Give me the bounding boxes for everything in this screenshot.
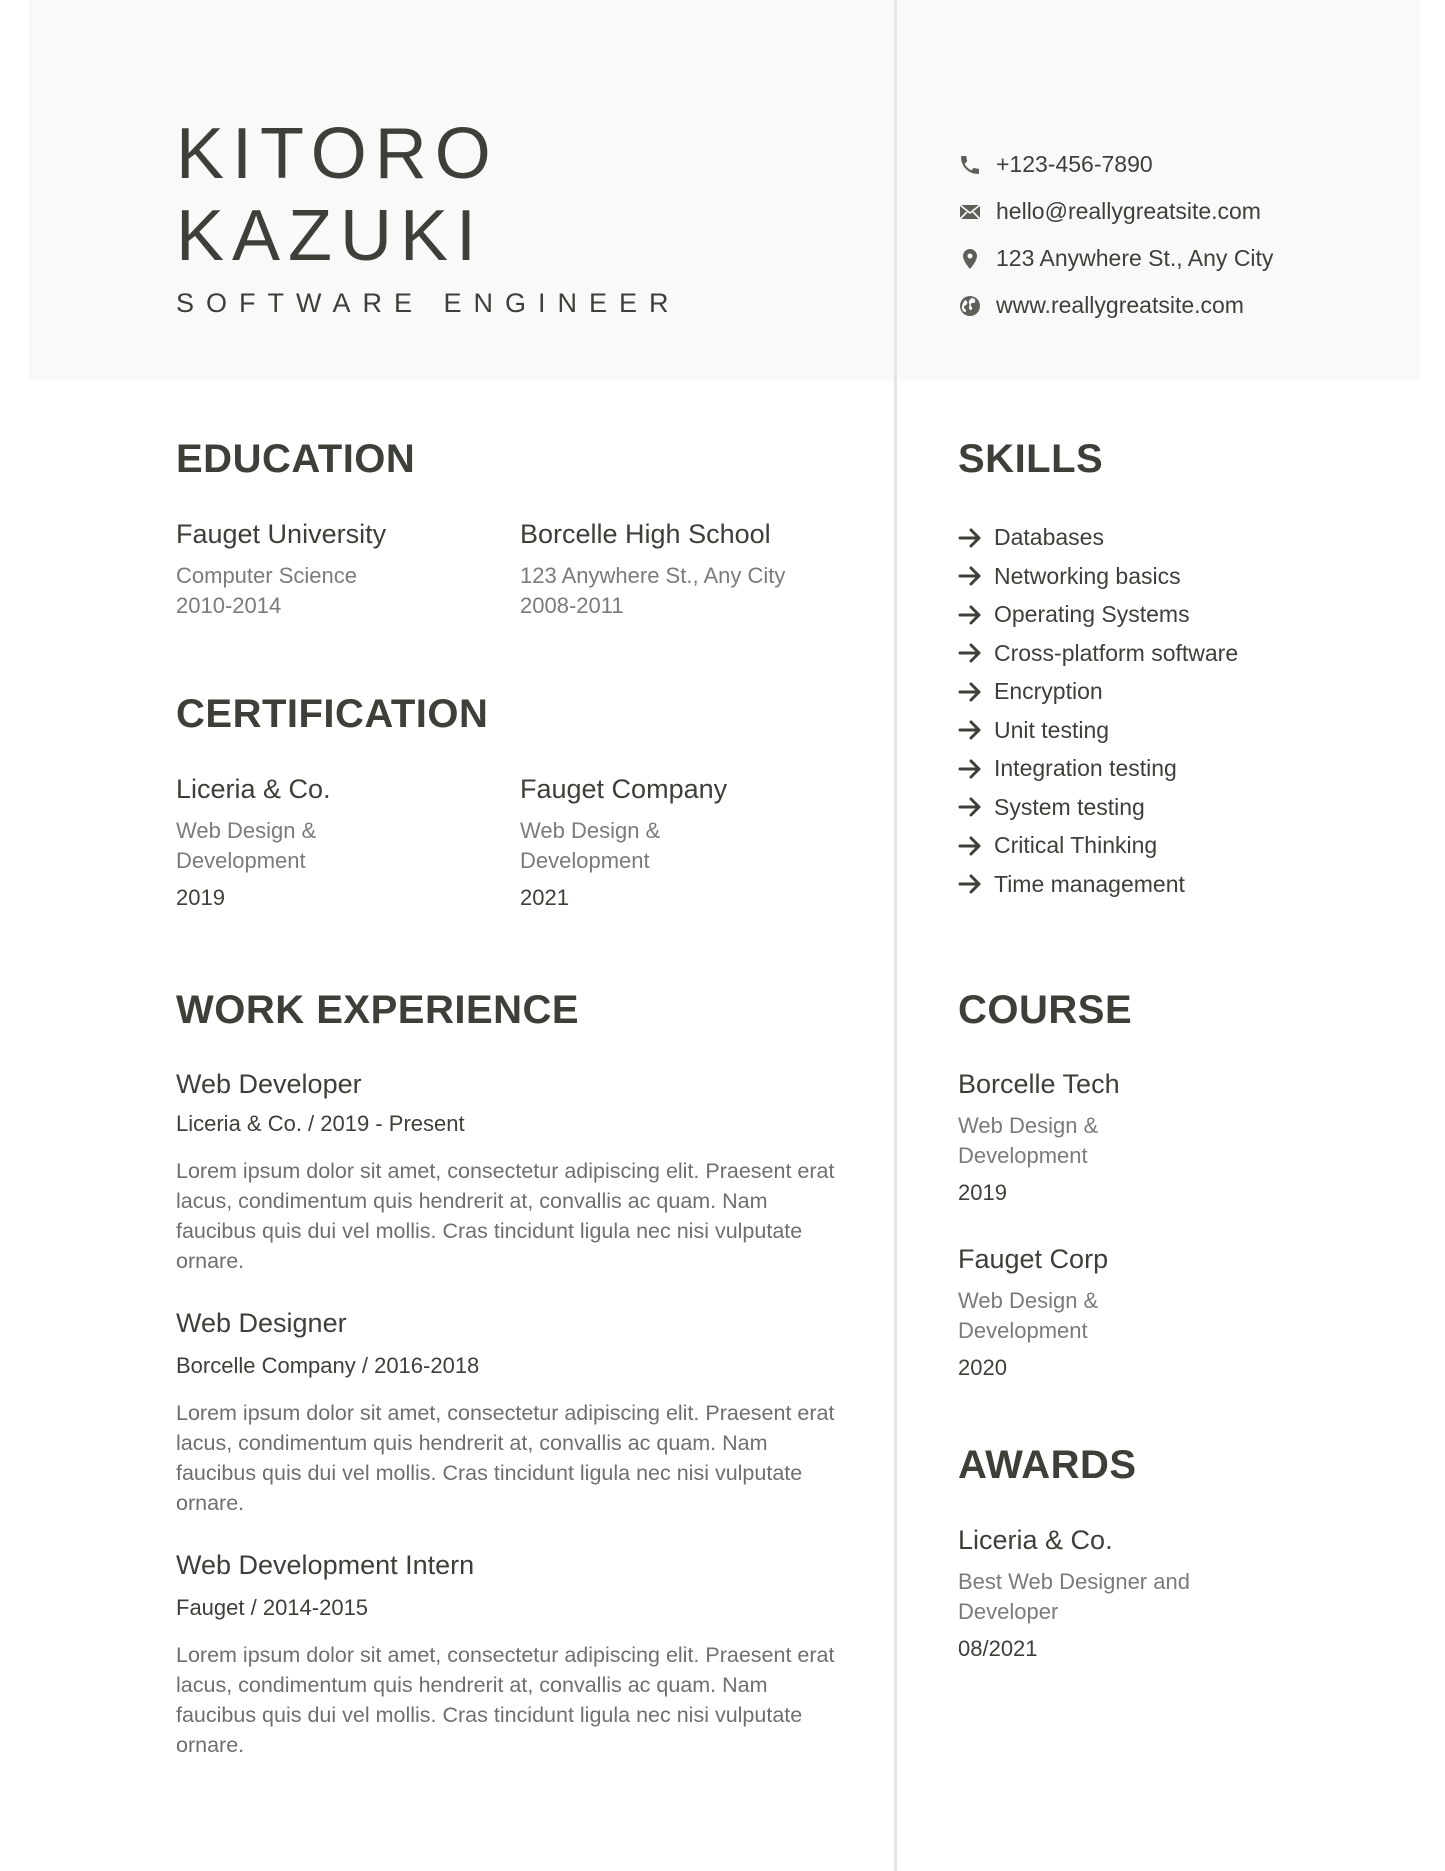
- certification-heading: CERTIFICATION: [176, 692, 489, 736]
- work-description: Lorem ipsum dolor sit amet, consectetur adipiscing elit. Praesent erat lacus, condimentum quis hendrerit at, convallis ac quam. Nam faucibus quis dui vel mollis. Cras tincidunt ligula nec nisi vulputate ornare.: [176, 1643, 835, 1757]
- certification-org: Liceria & Co.: [176, 774, 331, 804]
- contact-website[interactable]: [958, 292, 1244, 319]
- work-description: Lorem ipsum dolor sit amet, consectetur adipiscing elit. Praesent erat lacus, condimentum quis hendrerit at, convallis ac quam. Nam faucibus quis dui vel mollis. Cras tincidunt ligula nec nisi vulputate ornare.: [176, 1401, 835, 1515]
- work-position: Web Designer: [176, 1308, 347, 1338]
- education-school: Fauget University: [176, 519, 387, 549]
- education-detail: 123 Anywhere St., Any City: [520, 563, 786, 588]
- mail-icon: [958, 200, 982, 224]
- skill-label: Networking basics: [994, 562, 1181, 589]
- course-line1: Web Design &: [958, 1113, 1099, 1138]
- award-line2: Developer: [958, 1599, 1059, 1624]
- course-year: 2019: [958, 1180, 1007, 1205]
- award-org: Liceria & Co.: [958, 1525, 1113, 1555]
- certification-line1: Web Design &: [520, 818, 661, 843]
- skills-heading: SKILLS: [958, 437, 1104, 481]
- certification-line2: Development: [520, 848, 650, 873]
- arrow-right-icon: [958, 873, 984, 895]
- arrow-right-icon: [958, 604, 984, 626]
- education-years: 2010-2014: [176, 593, 282, 618]
- skill-item: [958, 717, 1109, 744]
- globe-icon: [958, 294, 982, 318]
- contact-address-text: 123 Anywhere St., Any City: [996, 245, 1274, 271]
- awards-heading: AWARDS: [958, 1443, 1137, 1487]
- work-position: Web Developer: [176, 1069, 362, 1099]
- award-date: 08/2021: [958, 1636, 1038, 1661]
- phone-icon: [958, 153, 982, 177]
- skill-label: Cross-platform software: [994, 639, 1239, 666]
- certification-line1: Web Design &: [176, 818, 317, 843]
- course-name: Borcelle Tech: [958, 1069, 1120, 1099]
- arrow-right-icon: [958, 642, 984, 664]
- course-heading: COURSE: [958, 988, 1133, 1032]
- certification-year: 2019: [176, 885, 225, 910]
- education-detail: Computer Science: [176, 563, 357, 588]
- certification-line2: Development: [176, 848, 306, 873]
- arrow-right-icon: [958, 565, 984, 587]
- course-name: Fauget Corp: [958, 1244, 1109, 1274]
- education-years: 2008-2011: [520, 593, 624, 618]
- skill-label: Integration testing: [994, 755, 1177, 781]
- skill-label: Encryption: [994, 678, 1103, 704]
- contact-phone-text: +123-456-7890: [996, 151, 1153, 177]
- skill-item: [958, 640, 1238, 667]
- work-company: Liceria & Co. / 2019 - Present: [176, 1111, 465, 1136]
- skill-label: Unit testing: [994, 716, 1110, 743]
- first-name: KITORO: [176, 114, 499, 194]
- contact-email[interactable]: [958, 198, 1261, 225]
- arrow-right-icon: [958, 835, 984, 857]
- contact-address[interactable]: [958, 245, 1273, 272]
- course-year: 2020: [958, 1355, 1007, 1380]
- skill-item: [958, 601, 1190, 628]
- skill-item: [958, 524, 1104, 551]
- education-heading: EDUCATION: [176, 437, 416, 481]
- course-line1: Web Design &: [958, 1288, 1099, 1313]
- skill-item: [958, 832, 1157, 859]
- certification-year: 2021: [520, 885, 569, 910]
- certification-org: Fauget Company: [520, 774, 728, 804]
- work-heading: WORK EXPERIENCE: [176, 988, 580, 1032]
- column-divider: [894, 0, 897, 1871]
- arrow-right-icon: [958, 796, 984, 818]
- course-line2: Development: [958, 1143, 1088, 1168]
- contact-website-text: www.reallygreatsite.com: [996, 292, 1244, 318]
- work-company: Fauget / 2014-2015: [176, 1595, 369, 1620]
- skill-label: Databases: [994, 524, 1104, 550]
- skill-item: [958, 563, 1181, 590]
- education-school: Borcelle High School: [520, 519, 771, 549]
- location-pin-icon: [958, 247, 982, 271]
- arrow-right-icon: [958, 719, 984, 741]
- skill-label: Time management: [994, 870, 1185, 897]
- contact-email-text: hello@reallygreatsite.com: [996, 198, 1261, 224]
- contact-phone[interactable]: [958, 151, 1153, 178]
- skill-label: System testing: [994, 793, 1145, 820]
- arrow-right-icon: [958, 758, 984, 780]
- last-name: KAZUKI: [176, 196, 485, 276]
- skill-item: [958, 794, 1145, 821]
- skill-item: [958, 871, 1185, 898]
- skill-item: [958, 678, 1103, 705]
- work-company: Borcelle Company / 2016-2018: [176, 1353, 480, 1378]
- skill-item: [958, 755, 1177, 782]
- work-position: Web Development Intern: [176, 1550, 475, 1580]
- skill-label: Operating Systems: [994, 601, 1190, 627]
- arrow-right-icon: [958, 527, 984, 549]
- course-line2: Development: [958, 1318, 1088, 1343]
- award-line1: Best Web Designer and: [958, 1569, 1190, 1594]
- work-description: Lorem ipsum dolor sit amet, consectetur adipiscing elit. Praesent erat lacus, condimentum quis hendrerit at, convallis ac quam. Nam faucibus quis dui vel mollis. Cras tincidunt ligula nec nisi vulputate ornare.: [176, 1159, 835, 1273]
- arrow-right-icon: [958, 681, 984, 703]
- job-title: SOFTWARE ENGINEER: [176, 288, 681, 318]
- skill-label: Critical Thinking: [994, 832, 1158, 858]
